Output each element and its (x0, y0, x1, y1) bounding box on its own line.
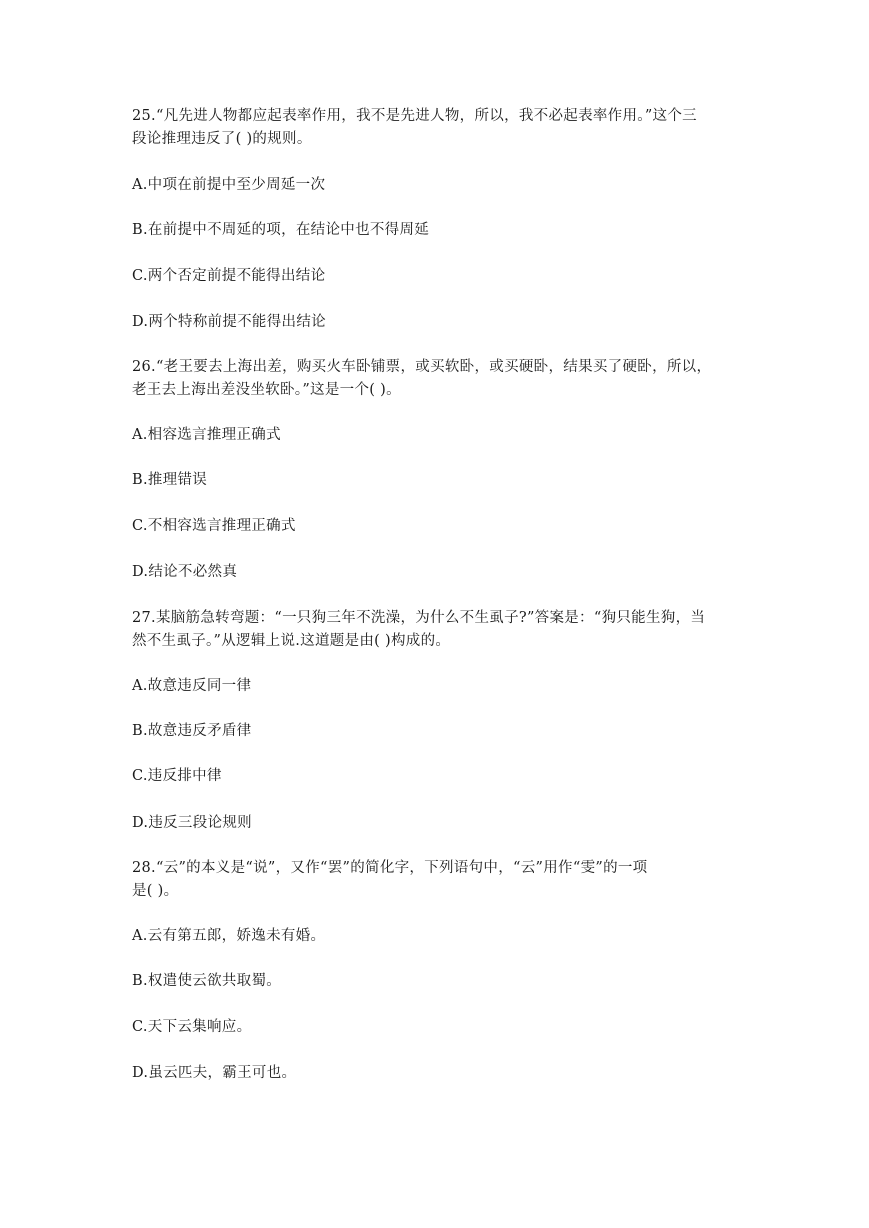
question-26-option-c: C.不相容选言推理正确式 (132, 518, 296, 534)
question-27-stem-line-1: 27.某脑筋急转弯题：“一只狗三年不洗澡，为什么不生虱子?”答案是：“狗只能生狗，当 (132, 610, 706, 626)
question-26-option-a: A.相容选言推理正确式 (132, 427, 281, 443)
question-27-option-c: C.违反排中律 (132, 768, 222, 784)
question-26-option-d: D.结论不必然真 (132, 564, 238, 580)
question-28-stem-line-2: 是( )。 (132, 883, 179, 899)
question-28-option-d: D.虽云匹夫，霸王可也。 (132, 1065, 297, 1081)
question-28-option-b: B.权遣使云欲共取蜀。 (132, 973, 282, 989)
question-25-option-d: D.两个特称前提不能得出结论 (132, 314, 326, 330)
question-26-option-b: B.推理错误 (132, 472, 208, 488)
question-25-option-b: B.在前提中不周延的项，在结论中也不得周延 (132, 222, 430, 238)
question-25-stem-line-1: 25.“凡先进人物都应起表率作用，我不是先进人物，所以，我不必起表率作用。”这个三 (132, 108, 697, 124)
question-28-option-a: A.云有第五郎，娇逸未有婚。 (132, 928, 326, 944)
question-27-option-a: A.故意违反同一律 (132, 678, 252, 694)
question-27-stem-line-2: 然不生虱子。”从逻辑上说.这道题是由( )构成的。 (132, 633, 451, 649)
question-25-option-a: A.中项在前提中至少周延一次 (132, 177, 326, 193)
question-25-stem-line-2: 段论推理违反了( )的规则。 (132, 131, 312, 147)
question-27-option-d: D.违反三段论规则 (132, 815, 252, 831)
question-26-stem-line-1: 26.“老王要去上海出差，购买火车卧铺票，或买软卧，或买硬卧，结果买了硬卧，所以， (132, 359, 712, 375)
question-25-option-c: C.两个否定前提不能得出结论 (132, 268, 326, 284)
question-28-option-c: C.天下云集响应。 (132, 1019, 252, 1035)
question-27-option-b: B.故意违反矛盾律 (132, 723, 252, 739)
question-28-stem-line-1: 28.“云”的本义是“说”，又作“罢”的简化字，下列语句中，“云”用作“雯”的一项 (132, 860, 648, 876)
question-26-stem-line-2: 老王去上海出差没坐软卧。”这是一个( )。 (132, 382, 401, 398)
